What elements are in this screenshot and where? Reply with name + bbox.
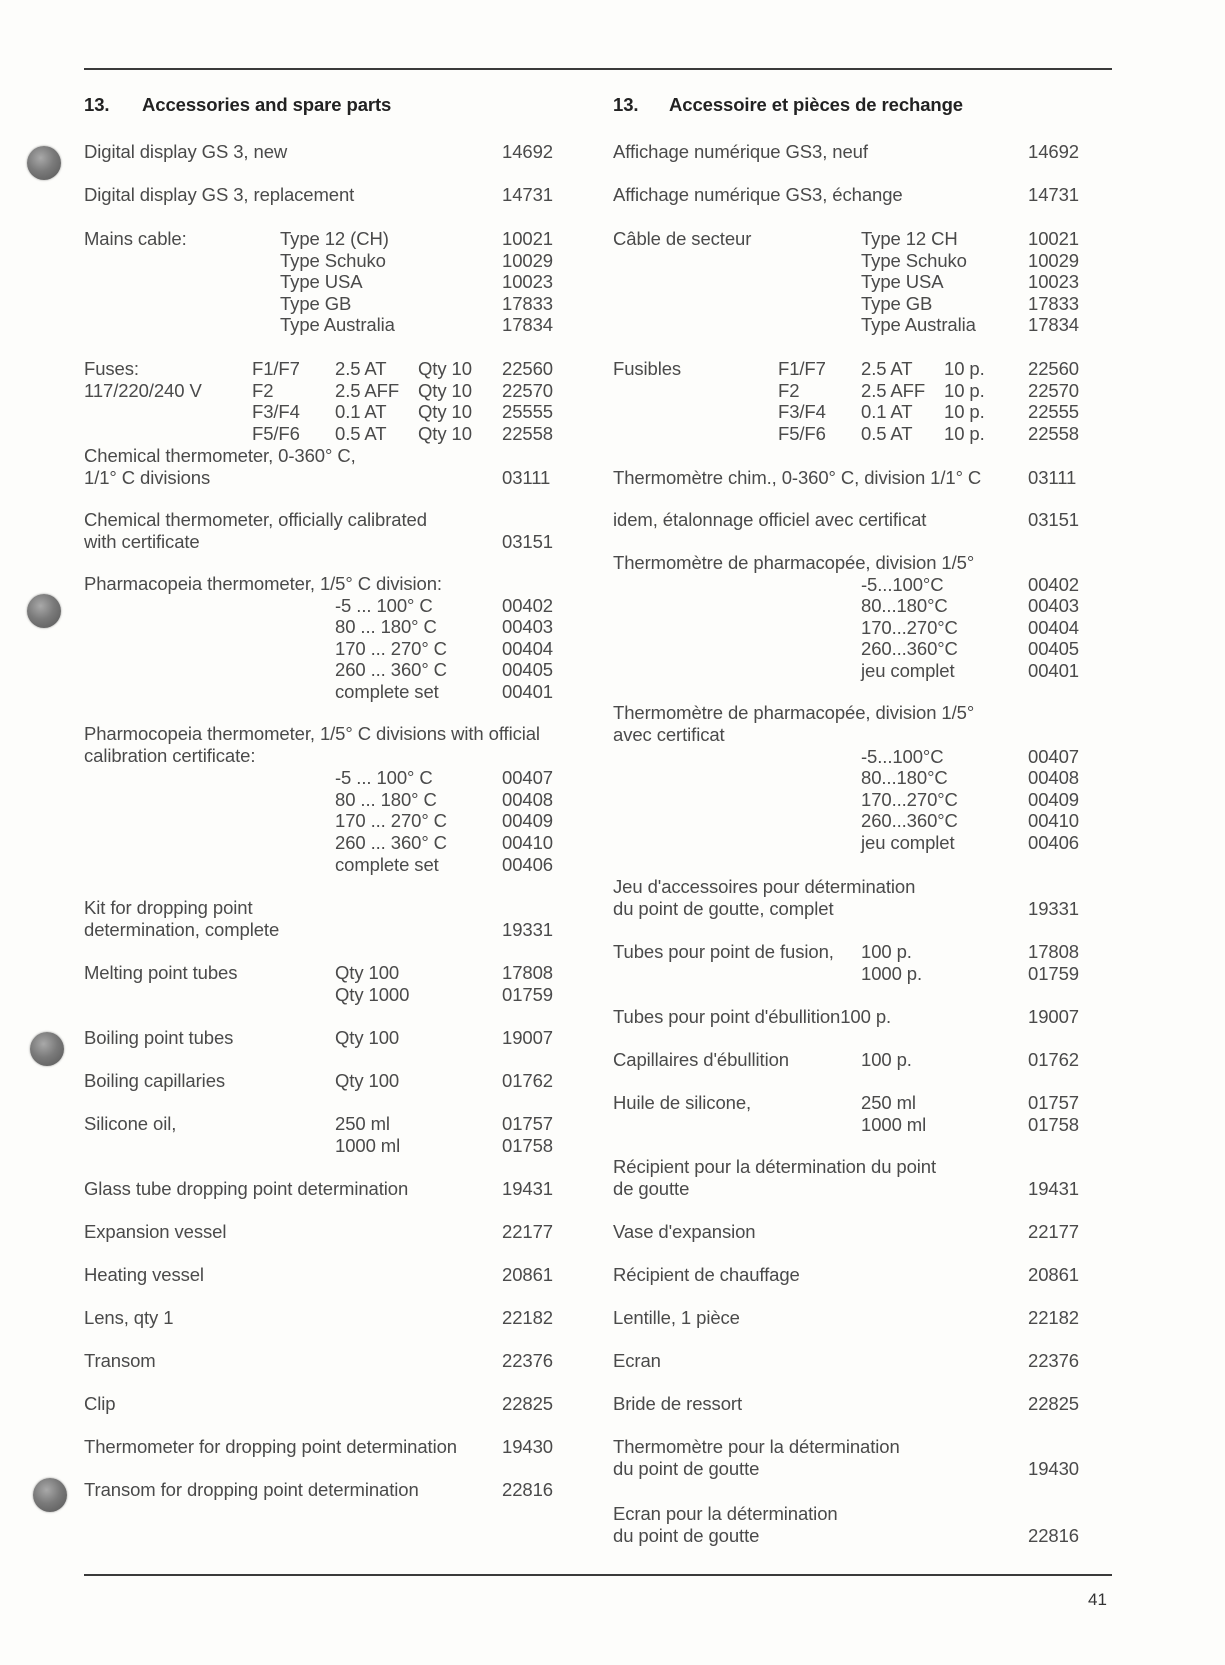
range: 170 ... 270° C <box>335 638 447 659</box>
part-number: 00410 <box>502 832 553 853</box>
part-number: 00410 <box>1028 810 1079 831</box>
part-number: 03111 <box>502 467 551 488</box>
part-number: 19007 <box>502 1027 553 1048</box>
item-label: Clip <box>84 1393 116 1414</box>
range: jeu complet <box>861 832 955 853</box>
item-label: Transom for dropping point determination <box>84 1479 419 1500</box>
part-number: 22816 <box>502 1479 553 1500</box>
section-number: 13. <box>613 94 639 115</box>
part-number: 17834 <box>502 314 553 335</box>
range: 80 ... 180° C <box>335 789 437 810</box>
cable-type: Type GB <box>861 293 933 314</box>
part-number: 22560 <box>1028 358 1079 379</box>
part-number: 01762 <box>502 1070 553 1091</box>
part-number: 00409 <box>1028 789 1079 810</box>
item-label: Chemical thermometer, 0-360° C, <box>84 445 356 466</box>
quantity: Qty 100 <box>335 1070 400 1091</box>
part-number: 17808 <box>502 962 553 983</box>
range: 260...360°C <box>861 810 958 831</box>
part-number: 01758 <box>502 1135 553 1156</box>
fuse-qty: Qty 10 <box>418 358 472 379</box>
part-number: 01758 <box>1028 1114 1079 1135</box>
part-number: 03151 <box>502 531 553 552</box>
part-number: 00406 <box>1028 832 1079 853</box>
item-label: Thermomètre chim., 0-360° C, division 1/1° C <box>613 467 982 488</box>
part-number: 20861 <box>1028 1264 1079 1285</box>
fuse-id: F2 <box>778 380 800 401</box>
quantity: 100 p. <box>861 1049 912 1070</box>
fuse-rating: 0.5 AT <box>861 423 913 444</box>
part-number: 00403 <box>502 616 553 637</box>
part-number: 14731 <box>1028 184 1079 205</box>
cable-type: Type Schuko <box>861 250 967 271</box>
fuse-rating: 2.5 AT <box>861 358 913 379</box>
part-number: 01757 <box>502 1113 553 1134</box>
part-number: 00408 <box>502 789 553 810</box>
quantity: 1000 ml <box>861 1114 927 1135</box>
range: 170 ... 270° C <box>335 810 447 831</box>
item-label: Lentille, 1 pièce <box>613 1307 740 1328</box>
part-number: 10029 <box>1028 250 1079 271</box>
fuse-rating: 0.1 AT <box>861 401 913 422</box>
range: 260...360°C <box>861 638 958 659</box>
part-number: 22570 <box>502 380 553 401</box>
quantity: 1000 p. <box>861 963 923 984</box>
part-number: 22558 <box>1028 423 1079 444</box>
item-label: Pharmocopeia thermometer, 1/5° C divisions with official <box>84 723 540 744</box>
item-label: Bride de ressort <box>613 1393 742 1414</box>
part-number: 19007 <box>1028 1006 1079 1027</box>
part-number: 00405 <box>1028 638 1079 659</box>
fuse-id: F5/F6 <box>778 423 826 444</box>
part-number: 14731 <box>502 184 553 205</box>
quantity: 1000 ml <box>335 1135 401 1156</box>
page-number: 41 <box>1088 1590 1107 1609</box>
range: complete set <box>335 681 439 702</box>
cable-type: Type USA <box>861 271 944 292</box>
item-label: Ecran pour la détermination <box>613 1503 838 1524</box>
part-number: 01762 <box>1028 1049 1079 1070</box>
fuse-id: F5/F6 <box>252 423 300 444</box>
range: 170...270°C <box>861 617 958 638</box>
range: -5 ... 100° C <box>335 767 433 788</box>
fuse-id: F1/F7 <box>252 358 300 379</box>
item-label: Jeu d'accessoires pour détermination <box>613 876 916 897</box>
part-number: 00404 <box>1028 617 1079 638</box>
fuse-id: F2 <box>252 380 274 401</box>
part-number: 17833 <box>502 293 553 314</box>
item-label: idem, étalonnage officiel avec certificat <box>613 509 927 530</box>
part-number: 00405 <box>502 659 553 680</box>
section-heading: Accessoire et pièces de rechange <box>669 94 963 115</box>
section-heading: Accessories and spare parts <box>142 94 392 115</box>
item-label: Kit for dropping point <box>84 897 253 918</box>
cable-type: Type Schuko <box>280 250 386 271</box>
item-label: Pharmacopeia thermometer, 1/5° C division: <box>84 573 442 594</box>
fuse-id: F3/F4 <box>252 401 300 422</box>
part-number: 00406 <box>502 854 553 875</box>
cable-type: Type 12 (CH) <box>280 228 389 249</box>
part-number: 14692 <box>502 141 553 162</box>
cable-type: Type 12 CH <box>861 228 958 249</box>
part-number: 10029 <box>502 250 553 271</box>
item-label: calibration certificate: <box>84 745 256 766</box>
part-number: 01757 <box>1028 1092 1079 1113</box>
part-number: 00409 <box>502 810 553 831</box>
item-label: Chemical thermometer, officially calibrated <box>84 509 427 530</box>
item-label: Thermomètre de pharmacopée, division 1/5° <box>613 552 975 573</box>
range: 80 ... 180° C <box>335 616 437 637</box>
fuse-qty: Qty 10 <box>418 380 472 401</box>
part-number: 22570 <box>1028 380 1079 401</box>
item-label: du point de goutte <box>613 1458 760 1479</box>
part-number: 22816 <box>1028 1525 1079 1546</box>
fuse-qty: Qty 10 <box>418 401 472 422</box>
item-label: Récipient de chauffage <box>613 1264 800 1285</box>
item-label: Lens, qty 1 <box>84 1307 174 1328</box>
range: jeu complet <box>861 660 955 681</box>
range: -5...100°C <box>861 574 944 595</box>
part-number: 22376 <box>1028 1350 1079 1371</box>
part-number: 19331 <box>1028 898 1079 919</box>
item-label: Glass tube dropping point determination <box>84 1178 409 1199</box>
range: complete set <box>335 854 439 875</box>
fuse-rating: 2.5 AFF <box>861 380 926 401</box>
part-number: 22560 <box>502 358 553 379</box>
item-label: 1/1° C divisions <box>84 467 211 488</box>
item-label: Mains cable: <box>84 228 187 249</box>
item-label: Digital display GS 3, replacement <box>84 184 355 205</box>
part-number: 00408 <box>1028 767 1079 788</box>
binder-hole <box>33 1478 67 1512</box>
part-number: 00401 <box>502 681 553 702</box>
item-label: Vase d'expansion <box>613 1221 756 1242</box>
part-number: 17834 <box>1028 314 1079 335</box>
item-label: determination, complete <box>84 919 280 940</box>
item-label: du point de goutte, complet <box>613 898 834 919</box>
part-number: 03111 <box>1028 467 1077 488</box>
item-label: Thermometer for dropping point determination <box>84 1436 457 1457</box>
part-number: 10023 <box>502 271 553 292</box>
item-label: Affichage numérique GS3, échange <box>613 184 903 205</box>
range: -5 ... 100° C <box>335 595 433 616</box>
part-number: 14692 <box>1028 141 1079 162</box>
fuse-qty: 10 p. <box>944 380 985 401</box>
part-number: 00407 <box>502 767 553 788</box>
fuse-id: F3/F4 <box>778 401 826 422</box>
part-number: 20861 <box>502 1264 553 1285</box>
part-number: 22177 <box>1028 1221 1079 1242</box>
item-label: Tubes pour point d'ébullition100 p. <box>613 1006 892 1027</box>
item-label: Thermomètre pour la détermination <box>613 1436 900 1457</box>
part-number: 22182 <box>502 1307 553 1328</box>
part-number: 22825 <box>502 1393 553 1414</box>
item-label: Boiling capillaries <box>84 1070 226 1091</box>
binder-hole <box>30 1032 64 1066</box>
part-number: 22555 <box>1028 401 1079 422</box>
part-number: 00404 <box>502 638 553 659</box>
part-number: 19430 <box>1028 1458 1079 1479</box>
part-number: 22825 <box>1028 1393 1079 1414</box>
section-number: 13. <box>84 94 110 115</box>
item-label: Heating vessel <box>84 1264 204 1285</box>
item-label: Capillaires d'ébullition <box>613 1049 789 1070</box>
item-label: Transom <box>84 1350 156 1371</box>
item-label: 117/220/240 V <box>84 380 202 401</box>
fuse-rating: 2.5 AT <box>335 358 387 379</box>
part-number: 25555 <box>502 401 553 422</box>
part-number: 19331 <box>502 919 553 940</box>
range: 80...180°C <box>861 595 948 616</box>
part-number: 19431 <box>502 1178 553 1199</box>
item-label: Melting point tubes <box>84 962 238 983</box>
range: 170...270°C <box>861 789 958 810</box>
range: -5...100°C <box>861 746 944 767</box>
part-number: 00407 <box>1028 746 1079 767</box>
part-number: 00403 <box>1028 595 1079 616</box>
fuse-rating: 0.1 AT <box>335 401 387 422</box>
item-label: Digital display GS 3, new <box>84 141 288 162</box>
part-number: 17808 <box>1028 941 1079 962</box>
item-label: de goutte <box>613 1178 690 1199</box>
item-label: Expansion vessel <box>84 1221 227 1242</box>
fuse-qty: 10 p. <box>944 423 985 444</box>
binder-hole <box>27 594 61 628</box>
part-number: 00401 <box>1028 660 1079 681</box>
item-label: Tubes pour point de fusion, <box>613 941 834 962</box>
binder-hole <box>27 146 61 180</box>
part-number: 19431 <box>1028 1178 1079 1199</box>
cable-type: Type GB <box>280 293 352 314</box>
part-number: 10021 <box>502 228 553 249</box>
quantity: Qty 100 <box>335 1027 400 1048</box>
item-label: Thermomètre de pharmacopée, division 1/5° <box>613 702 975 723</box>
part-number: 00402 <box>1028 574 1079 595</box>
part-number: 00402 <box>502 595 553 616</box>
part-number: 22558 <box>502 423 553 444</box>
range: 260 ... 360° C <box>335 659 447 680</box>
part-number: 22376 <box>502 1350 553 1371</box>
fuse-qty: 10 p. <box>944 358 985 379</box>
cable-type: Type Australia <box>861 314 976 335</box>
item-label: du point de goutte <box>613 1525 760 1546</box>
quantity: 250 ml <box>335 1113 390 1134</box>
item-label: avec certificat <box>613 724 725 745</box>
fuse-qty: Qty 10 <box>418 423 472 444</box>
cable-type: Type Australia <box>280 314 395 335</box>
bottom-rule <box>84 1574 1112 1576</box>
item-label: Fusibles <box>613 358 682 379</box>
part-number: 10021 <box>1028 228 1079 249</box>
part-number: 01759 <box>1028 963 1079 984</box>
item-label: Silicone oil, <box>84 1113 177 1134</box>
part-number: 22182 <box>1028 1307 1079 1328</box>
cable-type: Type USA <box>280 271 363 292</box>
fuse-rating: 2.5 AFF <box>335 380 400 401</box>
top-rule <box>84 68 1112 70</box>
quantity: Qty 100 <box>335 962 400 983</box>
quantity: 100 p. <box>861 941 912 962</box>
item-label: Affichage numérique GS3, neuf <box>613 141 868 162</box>
quantity: 250 ml <box>861 1092 916 1113</box>
range: 260 ... 360° C <box>335 832 447 853</box>
item-label: Boiling point tubes <box>84 1027 234 1048</box>
part-number: 01759 <box>502 984 553 1005</box>
fuse-rating: 0.5 AT <box>335 423 387 444</box>
part-number: 10023 <box>1028 271 1079 292</box>
item-label: Récipient pour la détermination du point <box>613 1156 937 1177</box>
part-number: 17833 <box>1028 293 1079 314</box>
item-label: Fuses: <box>84 358 139 379</box>
item-label: Ecran <box>613 1350 661 1371</box>
item-label: with certificate <box>84 531 200 552</box>
part-number: 22177 <box>502 1221 553 1242</box>
part-number: 03151 <box>1028 509 1079 530</box>
quantity: Qty 1000 <box>335 984 410 1005</box>
item-label: Câble de secteur <box>613 228 752 249</box>
item-label: Huile de silicone, <box>613 1092 752 1113</box>
fuse-qty: 10 p. <box>944 401 985 422</box>
fuse-id: F1/F7 <box>778 358 826 379</box>
range: 80...180°C <box>861 767 948 788</box>
part-number: 19430 <box>502 1436 553 1457</box>
